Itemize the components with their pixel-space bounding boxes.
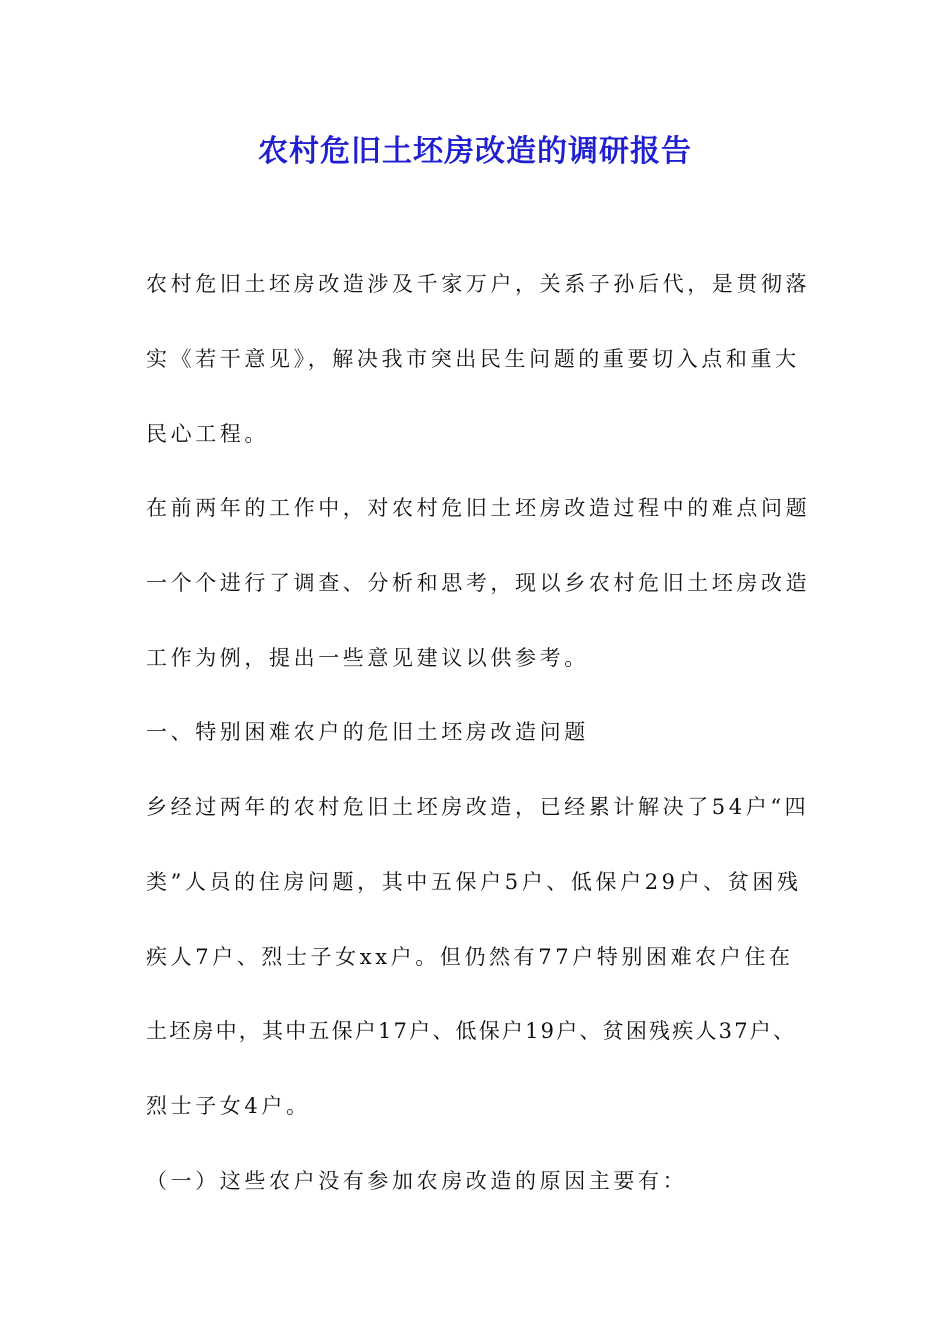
document-title: 农村危旧土坯房改造的调研报告 bbox=[258, 134, 692, 169]
paragraph-3-line-5: 烈士子女4户。 bbox=[146, 1094, 311, 1118]
paragraph-3-line-4: 土坯房中，其中五保户17户、低保户19户、贫困残疾人37户、 bbox=[146, 1019, 797, 1043]
paragraph-3-line-1: 乡经过两年的农村危旧土坯房改造，已经累计解决了54户“四 bbox=[146, 795, 810, 819]
paragraph-3-line-2: 类”人员的住房问题，其中五保户5户、低保户29户、贫困残 bbox=[146, 870, 802, 894]
paragraph-3-line-3: 疾人7户、烈士子女xx户。但仍然有77户特别困难农户住在 bbox=[146, 945, 794, 969]
paragraph-2-line-2: 一个个进行了调查、分析和思考，现以乡农村危旧土坯房改造 bbox=[146, 571, 811, 595]
paragraph-1-line-3: 民心工程。 bbox=[146, 422, 269, 446]
paragraph-1-line-2: 实《若干意见》，解决我市突出民生问题的重要切入点和重大 bbox=[146, 347, 800, 371]
subsection-heading-1: （一）这些农户没有参加农房改造的原因主要有： bbox=[146, 1169, 688, 1193]
paragraph-2-line-1: 在前两年的工作中，对农村危旧土坯房改造过程中的难点问题 bbox=[146, 496, 811, 520]
paragraph-2-line-3: 工作为例，提出一些意见建议以供参考。 bbox=[146, 646, 589, 670]
paragraph-1-line-1: 农村危旧土坯房改造涉及千家万户，关系子孙后代，是贯彻落 bbox=[146, 272, 811, 296]
section-heading-1: 一、特别困难农户的危旧土坯房改造问题 bbox=[146, 720, 589, 744]
